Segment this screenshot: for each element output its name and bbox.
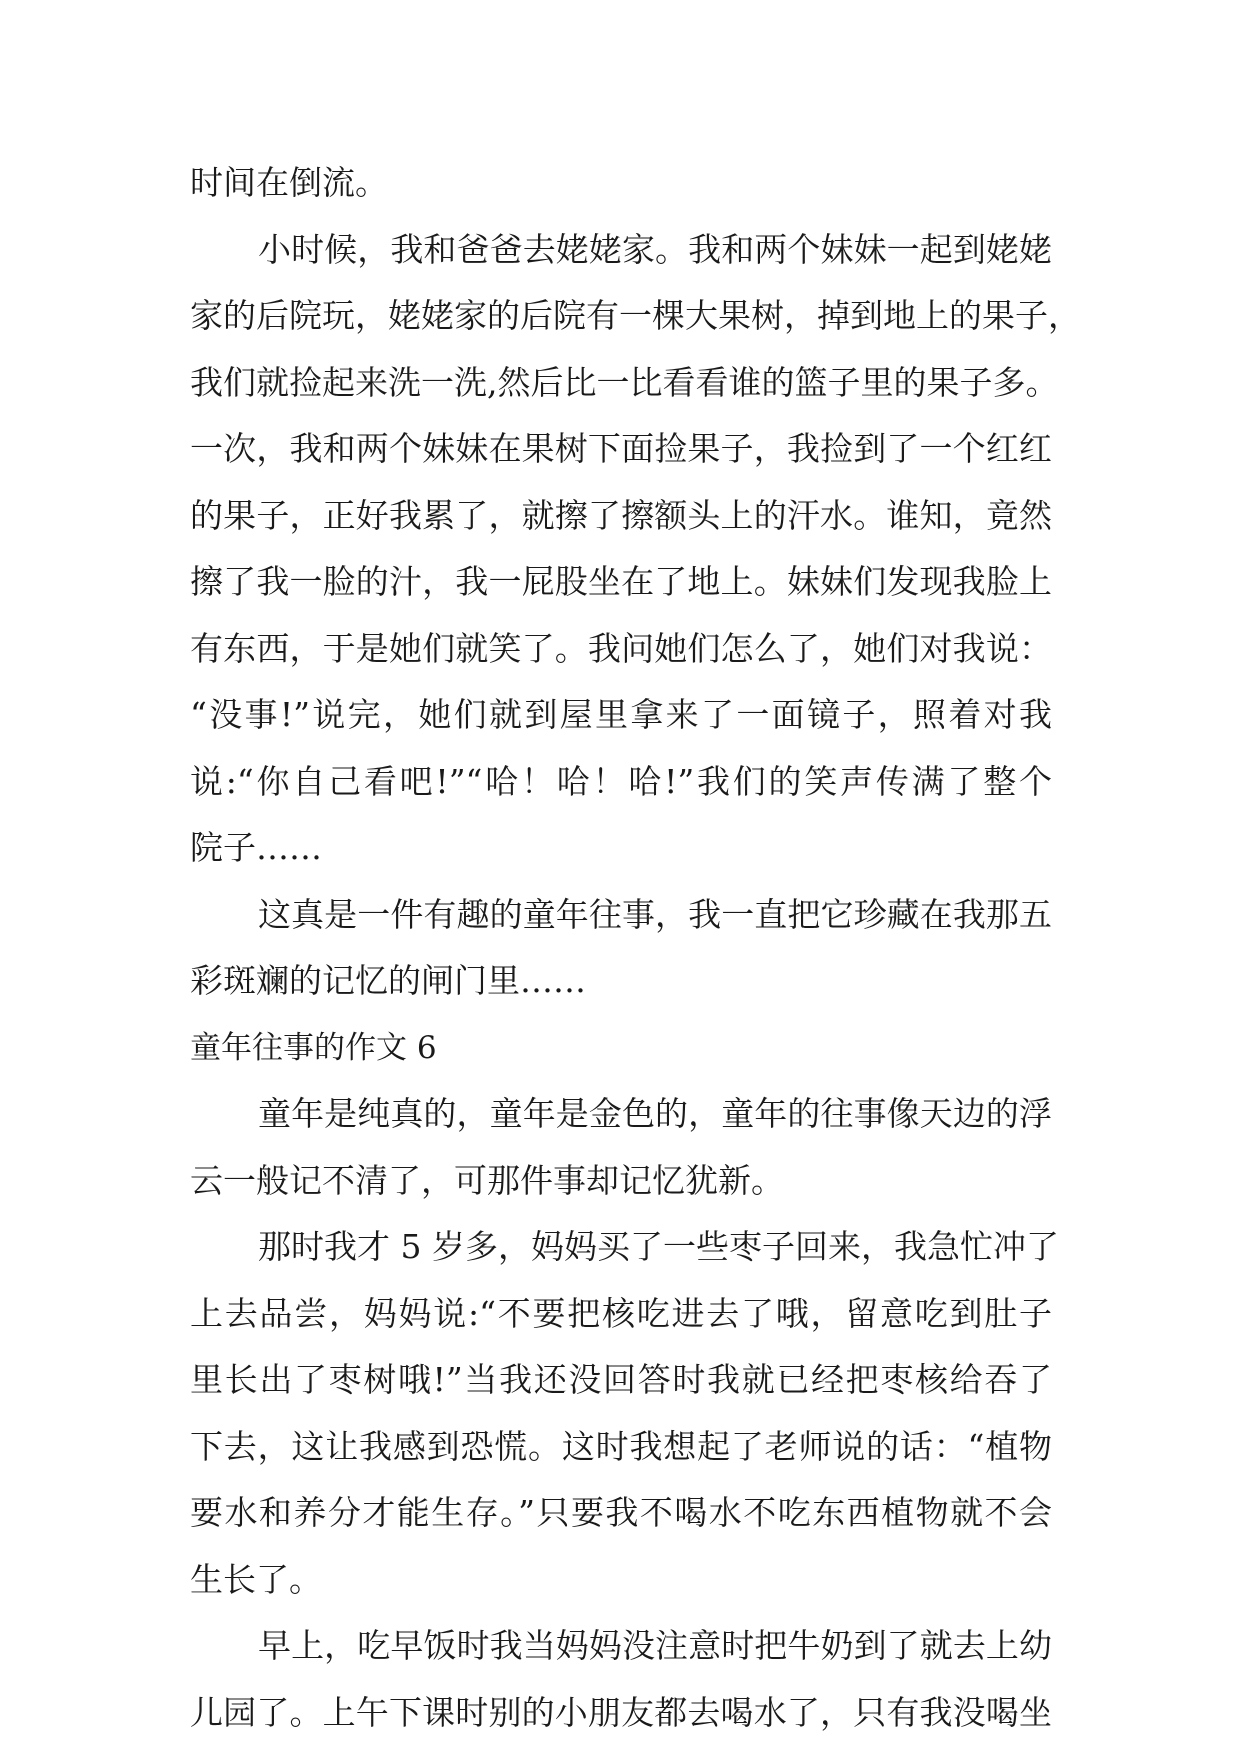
text-line: 小时候，我和爸爸去姥姥家。我和两个妹妹一起到姥姥 — [258, 229, 1052, 269]
text-line: 院子…… — [190, 828, 322, 867]
document-page — [190, 150, 1081, 1746]
text-line: 那时我才 5 岁多，妈妈买了一些枣子回来，我急忙冲了 — [258, 1227, 1059, 1266]
text-line: 时间在倒流。 — [190, 163, 388, 202]
text-line: 一次，我和两个妹妹在果树下面捡果子，我捡到了一个红红 — [190, 429, 1052, 468]
text-line: 有东西，于是她们就笑了。我问她们怎么了，她们对我说： — [190, 628, 1052, 668]
text-line: 说:“你自己看吧!”“哈！哈！哈!”我们的笑声传满了整个 — [190, 761, 1052, 801]
text-line: 家的后院玩，姥姥家的后院有一棵大果树，掉到地上的果子， — [190, 296, 1081, 335]
text-line: 童年是纯真的，童年是金色的，童年的往事像天边的浮 — [258, 1094, 1052, 1133]
section-heading: 童年往事的作文 6 — [190, 1029, 437, 1066]
text-line: 下去，这让我感到恐慌。这时我想起了老师说的话：“植物 — [190, 1426, 1052, 1466]
text-line: 早上，吃早饭时我当妈妈没注意时把牛奶到了就去上幼 — [258, 1626, 1052, 1665]
text-line: 儿园了。上午下课时别的小朋友都去喝水了，只有我没喝坐 — [190, 1692, 1052, 1732]
text-line: 生长了。 — [190, 1559, 322, 1599]
text-line: 云一般记不清了，可那件事却记忆犹新。 — [190, 1160, 784, 1200]
text-line: 彩斑斓的记忆的闸门里…… — [190, 961, 586, 1000]
text-line: “没事!”说完，她们就到屋里拿来了一面镜子，照着对我 — [190, 695, 1052, 734]
text-line: 擦了我一脸的汁，我一屁股坐在了地上。妹妹们发现我脸上 — [190, 562, 1052, 601]
text-line: 要水和养分才能生存。”只要我不喝水不吃东西植物就不会 — [190, 1493, 1052, 1532]
text-line: 的果子，正好我累了，就擦了擦额头上的汗水。谁知，竟然 — [190, 495, 1052, 535]
text-line: 上去品尝，妈妈说:“不要把核吃进去了哦，留意吃到肚子 — [190, 1293, 1052, 1333]
text-line: 我们就捡起来洗一洗,然后比一比看看谁的篮子里的果子多。 — [190, 362, 1059, 402]
text-line: 这真是一件有趣的童年往事，我一直把它珍藏在我那五 — [258, 894, 1052, 934]
text-line: 里长出了枣树哦!”当我还没回答时我就已经把枣核给吞了 — [190, 1360, 1052, 1399]
